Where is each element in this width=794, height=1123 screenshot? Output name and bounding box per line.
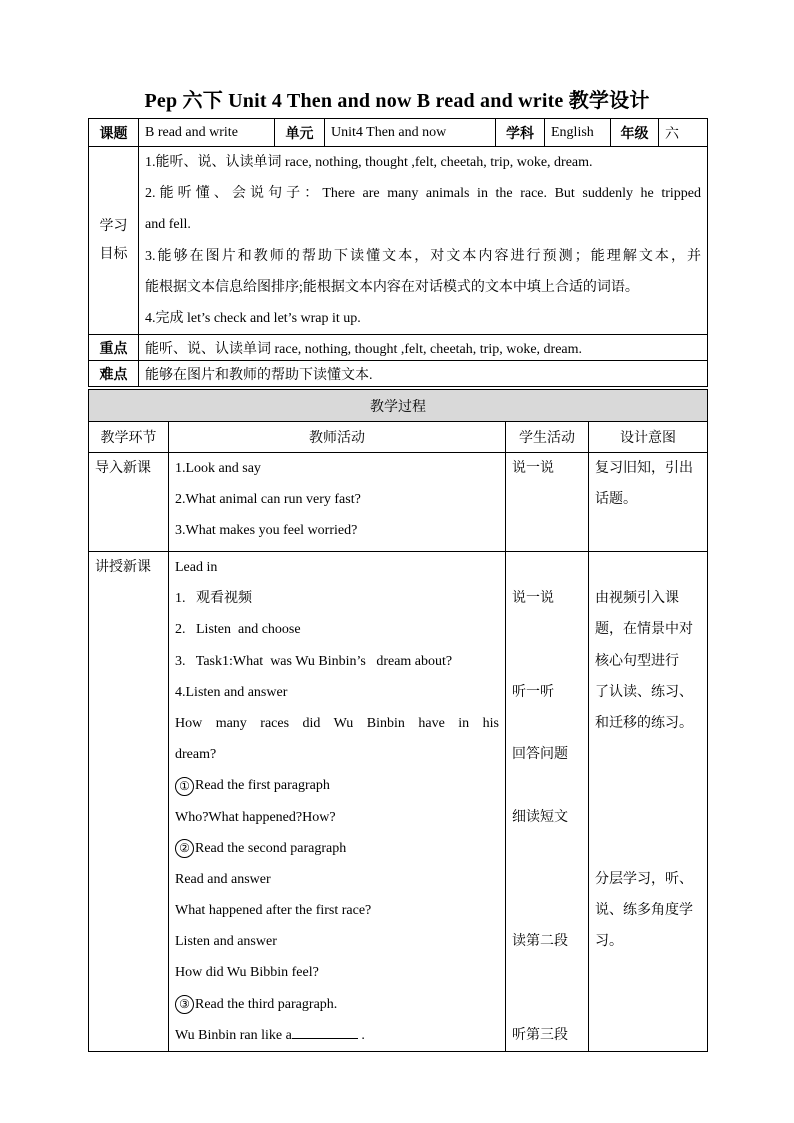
purpose-cell [589,552,708,1052]
purpose-line: 话题。 [595,492,637,508]
teacher-line: 1.Look and say [175,461,261,476]
student-line: 听一听 [512,684,554,700]
teacher-line: ① Read the first paragraph [175,770,499,801]
teacher-cell [169,453,506,552]
purpose-line: 说、练多角度学 [595,903,693,919]
fill-in-blank [292,1026,358,1039]
purpose-line: 复习旧知，引出 [595,461,693,476]
student-line: 读第二段 [512,934,568,950]
subject-label: 学科 [496,119,545,147]
header-teacher: 教师活动 [169,422,506,453]
header-purpose: 设计意图 [589,422,708,453]
header-stage: 教学环节 [89,422,169,453]
student-line: 说一说 [512,591,554,607]
key-points-label: 重点 [89,335,139,361]
objectives-row [89,147,708,335]
teacher-line: How many races did Wu Binbin have in his [175,715,499,731]
purpose-line: 和迁移的练习。 [595,715,693,731]
key-points-value: 能听、说、认读单词 race, nothing, thought ,felt, cheetah, trip, woke, dream. [139,335,708,361]
teacher-line: How did Wu Bibbin feel? [175,965,319,981]
teacher-line: What happened after the first race? [175,903,372,919]
circled-number-2: ② [175,839,194,858]
purpose-line: 分层学习，听、 [595,871,693,887]
teacher-line: dream? [175,747,217,763]
unit-value: Unit4 Then and now [325,119,496,147]
difficulties-value: 能够在图片和教师的帮助下读懂文本. [139,361,708,387]
student-line: 回答问题 [512,747,568,763]
teacher-cell [169,552,506,1052]
objectives-content [139,147,708,335]
info-row [89,119,708,147]
purpose-line: 核心句型进行 [595,653,679,669]
topic-value: B read and write [139,119,275,147]
purpose-cell [589,453,708,552]
student-cell [506,453,589,552]
subject-value: English [545,119,611,147]
grade-label: 年级 [611,119,659,147]
objective-line: and fell. [145,217,191,233]
student-line: 细读短文 [512,809,568,825]
process-banner: 教学过程 [89,390,708,422]
objective-line: 2.能听懂、会说句子：There are many animals in the race. But suddenly he tripped [145,186,701,202]
document-title: Pep 六下 Unit 4 Then and now B read and write 教学设计 [144,90,650,112]
teacher-line: ② Read the second paragraph [175,833,499,864]
header-student: 学生活动 [506,422,589,453]
teacher-line: ③ Read the third paragraph. [175,989,499,1020]
purpose-line: 题，在情景中对 [595,622,693,638]
teacher-line: Who?What happened?How? [175,809,336,825]
topic-label: 课题 [89,119,139,147]
circled-number-3: ③ [175,995,194,1014]
teacher-line: Read and answer [175,871,271,887]
objective-line: 能根据文本信息给图排序;能根据文本内容在对话模式的文本中填上合适的词语。 [145,279,639,295]
course-info-table [88,118,708,387]
purpose-line: 习。 [595,934,623,950]
unit-label: 单元 [275,119,325,147]
student-cell [506,552,589,1052]
purpose-line: 了认读、练习、 [595,684,693,700]
teacher-line: 3.What makes you feel worried? [175,523,358,539]
difficulties-label: 难点 [89,361,139,387]
teacher-line: Lead in [175,560,218,575]
teacher-line: Wu Binbin ran like a . [175,1027,365,1043]
stage-cell: 导入新课 [89,453,169,552]
teacher-line: 1. 观看视频 [175,591,252,607]
process-banner-row [89,390,708,422]
objective-line: 3.能够在图片和教师的帮助下读懂文本，对文本内容进行预测；能理解文本，并 [145,248,701,264]
teaching-process-table [88,389,708,1052]
grade-value: 六 [659,119,708,147]
difficulties-row [89,361,708,387]
process-row-new-lesson [89,552,708,1052]
student-line: 说一说 [512,461,554,476]
key-points-row [89,335,708,361]
purpose-line: 由视频引入课 [595,591,679,607]
teacher-line: Listen and answer [175,934,277,950]
student-line: 听第三段 [512,1027,568,1043]
stage-cell: 讲授新课 [89,552,169,1052]
process-header-row [89,422,708,453]
objectives-label: 学习 目标 [89,147,139,335]
teacher-line: 2. Listen and choose [175,622,301,638]
teacher-line: 2.What animal can run very fast? [175,492,361,508]
objective-line: 1.能听、说、认读单词 race, nothing, thought ,felt, cheetah, trip, woke, dream. [145,155,593,170]
teacher-line: 4.Listen and answer [175,684,288,700]
circled-number-1: ① [175,777,194,796]
process-row-intro [89,453,708,552]
objective-line: 4.完成 let’s check and let’s wrap it up. [145,310,361,326]
teacher-line: 3. Task1:What was Wu Binbin’s dream about? [175,653,453,669]
